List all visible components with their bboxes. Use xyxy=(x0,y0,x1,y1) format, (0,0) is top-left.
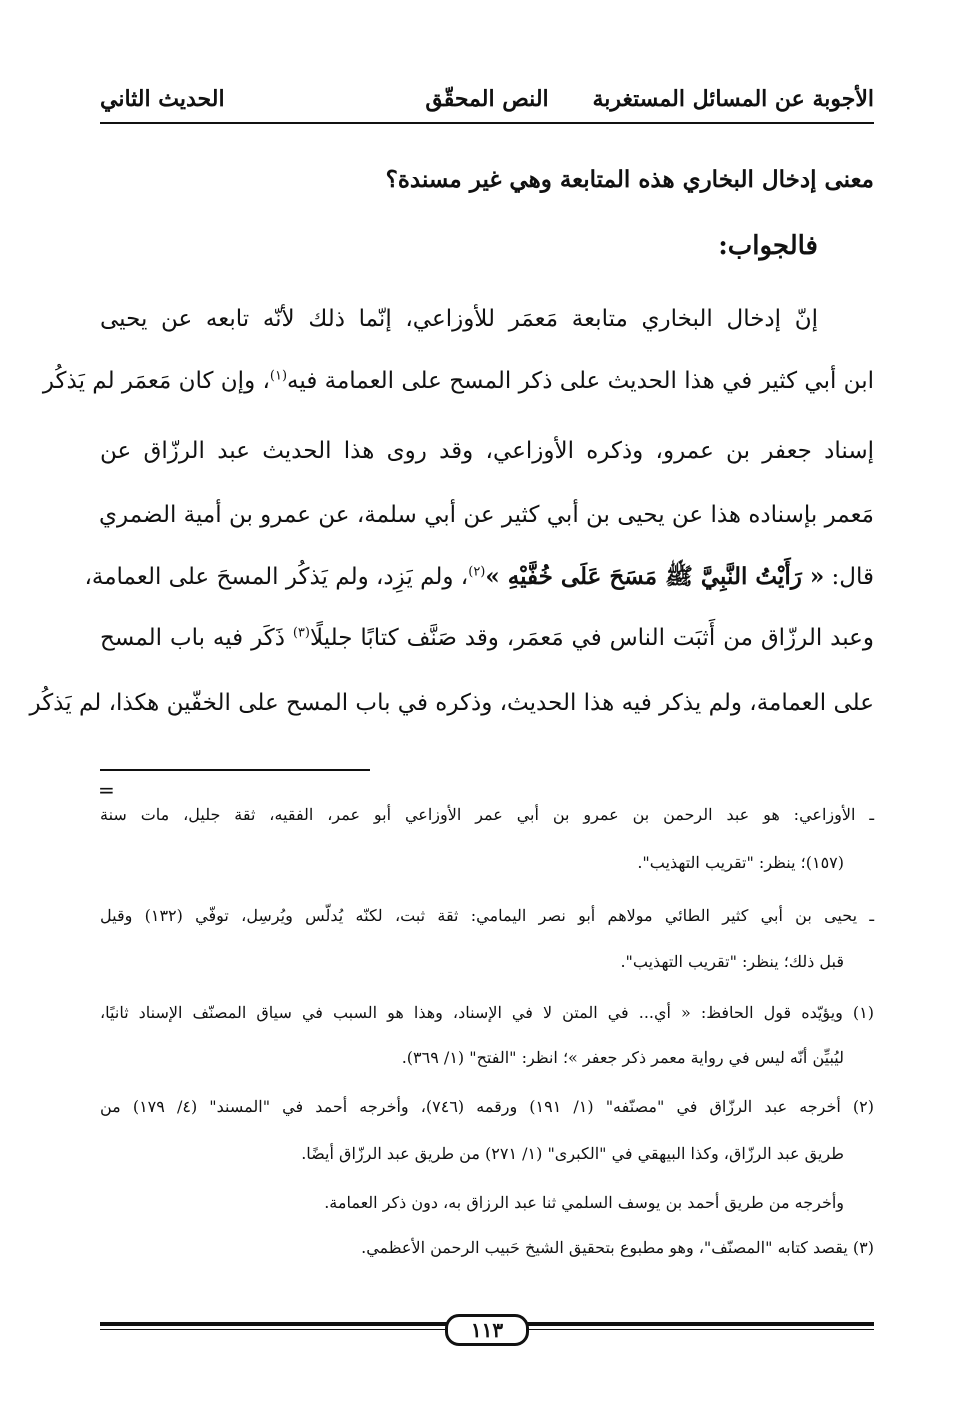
section-title: النص المحقّق xyxy=(425,86,549,112)
footnote-line: ـ الأوزاعي: هو عبد الرحمن بن عمرو بن أبي عمر الأوزاعي أبو عمر، الفقيه، ثقة جليل، مات سنة xyxy=(100,805,874,824)
header-divider xyxy=(100,122,874,124)
footnote-2: (٢) أخرجه عبد الرزّاق في "مصنّفه" (١/ ١٩١) ورقمه (٧٤٦)، وأخرجه أحمد في "المسند" (٤/ ١٧٩) من xyxy=(100,1097,875,1116)
body-line: ابن أبي كثير في هذا الحديث على ذكر المسح على العمامة فيه$^{(١)}$، وإن كان مَعمَر لم يَذكُر xyxy=(42,368,874,394)
chapter-title: الحديث الثاني xyxy=(100,86,225,112)
footnote-line: ـ يحيى بن أبي كثير الطائي مولاهم أبو نصر اليمامي: ثقة ثبت، لكنّه يُدلّس ويُرسِل، توفّي (١٣٢) وقيل xyxy=(100,906,875,925)
body-line: وعبد الرزّاق من أَثبَت الناس في مَعمَر، وقد صَنَّف كتابًا جليلًا$^{(٣)}$ ذَكَر فيه باب المسح xyxy=(100,625,874,651)
footnote-line: (١٥٧)؛ ينظر: "تقريب التهذيب". xyxy=(637,853,844,872)
footnote-ref: (١) xyxy=(269,368,288,384)
footnote-line: وأخرجه من طريق أحمد بن يوسف السلمي ثنا عبد الرزاق به، دون ذكر العمامة. xyxy=(324,1193,844,1212)
running-header xyxy=(100,84,874,124)
hadith-quote: « رَأَيْتُ النَّبِيَّ ﷺ مَسَحَ عَلَى خُفَّيْهِ » xyxy=(485,563,825,590)
footnote-1: (١) ويؤيّده قول الحافظ: « أي... في المتن لا في الإسناد، وهذا هو السبب في سياق المصنّف الإسناد ثانيًا، xyxy=(100,1003,874,1022)
footnote-line: ليُبيِّن أنّه ليس في رواية معمر ذكر جعفر »؛ انظر: "الفتح" (١/ ٣٦٩). xyxy=(401,1048,844,1067)
question-heading: معنى إدخال البخاري هذه المتابعة وهي غير مسندة؟ xyxy=(385,166,874,193)
body-line: إنّ إدخال البخاري متابعة مَعمَر للأوزاعي، إنّما ذلك لأنّه تابعه عن يحيى xyxy=(100,306,818,332)
footnote-divider xyxy=(100,769,370,771)
footnote-3: (٣) يقصد كتابه "المصنّف"، وهو مطبوع بتحقيق الشيخ حَبيب الرحمن الأعظمي. xyxy=(361,1238,874,1257)
footnote-line: طريق عبد الرزّاق، وكذا البيهقي في "الكبرى" (١/ ٢٧١) من طريق عبد الرزّاق أيضًا. xyxy=(301,1144,844,1163)
footnote-ref: (٣) xyxy=(292,625,310,641)
body-line: مَعمر بإسناده هذا عن يحيى بن أبي كثير عن أبي سلمة، عن عمرو بن أمية الضمري xyxy=(99,502,874,528)
book-title: الأجوبة عن المسائل المستغربة xyxy=(592,86,874,112)
footnote-ref: (٢) xyxy=(468,564,486,580)
body-line: قال: « رَأَيْتُ النَّبِيَّ ﷺ مَسَحَ عَلَى خُفَّيْهِ »$^{(٢)}$، ولم يَزِد، ولم يَذكُر المسحَ على العمامة، xyxy=(84,563,874,590)
footnote-continuation-mark: = xyxy=(98,778,115,802)
body-line: إسناد جعفر بن عمرو، وذكره الأوزاعي، وقد روى هذا الحديث عبد الرزّاق عن xyxy=(100,438,874,464)
footnote-line: قبل ذلك؛ ينظر: "تقريب التهذيب". xyxy=(620,952,844,971)
page-number: ١١٣ xyxy=(445,1314,529,1346)
answer-heading: فالجواب: xyxy=(718,231,818,261)
body-line: على العمامة، ولم يذكر فيه هذا الحديث، وذكره في باب المسح على الخفّين هكذا، لم يَذكُر xyxy=(29,690,874,716)
